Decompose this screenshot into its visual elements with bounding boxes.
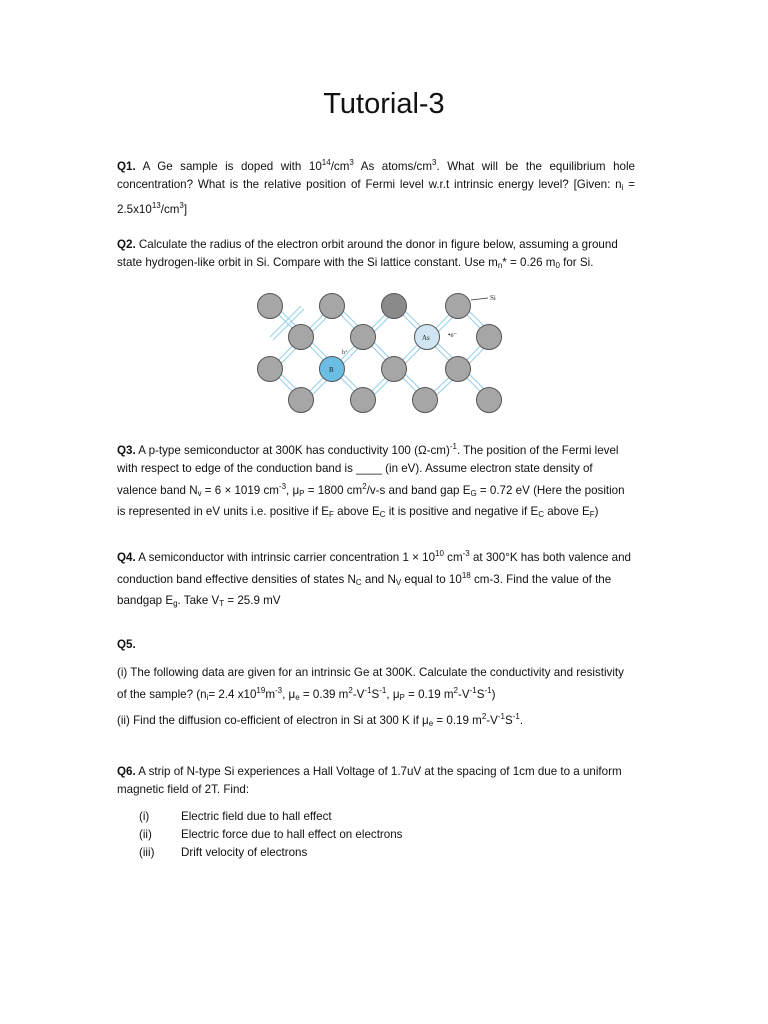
text-run: (i) The following data are given for an intrinsic Ge at 300K. Calculate the conductivity and resistivity of the sample? (n xyxy=(117,666,624,701)
si-atom xyxy=(382,294,407,319)
text-run: = 0.72 eV (Here the position is represented in eV units i.e. positive if E xyxy=(117,484,625,518)
superscript: 2 xyxy=(453,686,458,695)
si-atom xyxy=(320,294,345,319)
subscript: F xyxy=(329,510,334,519)
question-6 xyxy=(117,763,635,799)
superscript: -1 xyxy=(512,712,520,721)
subscript: e xyxy=(428,719,434,728)
electron-label: •e⁻ xyxy=(448,331,458,339)
list-text: Electric field due to hall effect xyxy=(181,810,332,823)
si-label: Si xyxy=(490,294,496,302)
text-run: /v-s and band gap E xyxy=(366,484,471,497)
list-number: (ii) xyxy=(139,828,152,841)
subscript: V xyxy=(395,578,402,587)
superscript: -3 xyxy=(274,686,283,695)
superscript: 18 xyxy=(461,571,471,580)
si-atom xyxy=(413,388,438,413)
question-label: Q3. xyxy=(117,444,136,457)
text-run: ) xyxy=(594,505,599,518)
si-atom xyxy=(258,294,283,319)
subscript: C xyxy=(379,510,386,519)
text-run: A semiconductor with intrinsic carrier concentration 1 × 10 xyxy=(135,551,436,564)
subscript: P xyxy=(299,489,305,498)
si-atom xyxy=(258,357,283,382)
text-run: ] xyxy=(183,203,188,216)
text-run: Calculate the radius of the electron orbit around the donor in figure below, assuming a ground state hydrogen-like orbit in Si. Compare with the Si lattice constant. Use m xyxy=(117,238,618,269)
superscript: 3 xyxy=(432,158,437,167)
subscript: i xyxy=(621,183,624,192)
text-run: /cm xyxy=(160,203,180,216)
superscript: -1 xyxy=(484,686,492,695)
text-run: = 2.4 x10 xyxy=(208,688,257,701)
text-run: . The position of the Fermi level with respect to edge of the conduction band is ____ (in eV). Assume electron state density of valence band N xyxy=(117,444,619,497)
list-item xyxy=(139,808,332,826)
superscript: 3 xyxy=(179,201,184,210)
si-atom xyxy=(446,294,471,319)
text-run: -V xyxy=(457,688,470,701)
text-run: S xyxy=(371,688,380,701)
page-title: Tutorial-3 xyxy=(323,88,445,120)
text-run: S xyxy=(505,714,513,727)
superscript: -1 xyxy=(364,686,372,695)
subscript: e xyxy=(295,693,300,702)
text-run: , μ xyxy=(386,688,400,701)
text-run: cm-3. Find the value of the bandgap E xyxy=(117,573,612,607)
text-run: A strip of N-type Si experiences a Hall Voltage of 1.7uV at the spacing of 1cm due to a uniform magnetic field of 2T. Find: xyxy=(117,765,622,796)
superscript: 19 xyxy=(256,686,266,695)
question-5-part-ii xyxy=(117,708,635,733)
superscript: 2 xyxy=(481,712,487,721)
b-label: B xyxy=(329,366,334,374)
text-run: = 0.19 m xyxy=(404,688,454,701)
superscript: 14 xyxy=(321,158,331,167)
superscript: 3 xyxy=(349,158,354,167)
question-3 xyxy=(117,438,635,524)
text-run: (ii) Find the diffusion co-efficient of electron in Si at 300 K if μ xyxy=(117,714,429,727)
hole-label: h⁺ xyxy=(342,350,349,356)
text-run: = 25.9 mV xyxy=(224,594,281,607)
text-run: ) xyxy=(491,688,496,701)
superscript: 10 xyxy=(435,549,444,558)
subscript: g xyxy=(173,599,178,608)
list-text: Drift velocity of electrons xyxy=(181,846,308,859)
question-5-part-i xyxy=(117,664,635,707)
text-run: above E xyxy=(333,505,380,518)
superscript: -1 xyxy=(449,442,457,451)
text-run: above E xyxy=(543,505,590,518)
question-label: Q4. xyxy=(117,551,136,564)
as-label: As xyxy=(422,334,430,342)
si-label-leader xyxy=(471,298,488,300)
subscript: G xyxy=(470,489,477,498)
superscript: 13 xyxy=(151,201,161,210)
list-text: Electric force due to hall effect on electrons xyxy=(181,828,403,841)
subscript: 0 xyxy=(555,261,560,270)
subscript: C xyxy=(538,510,544,519)
text-run: for Si. xyxy=(559,256,594,269)
si-lattice-figure xyxy=(250,286,510,420)
si-atom xyxy=(446,357,471,382)
text-run: . What will be the equilibrium hole concentration? What is the relative position of Fermi level w.r.t intrinsic energy level? [Given: n xyxy=(117,160,635,191)
question-label: Q6. xyxy=(117,765,136,778)
text-run: cm xyxy=(443,551,463,564)
superscript: -1 xyxy=(379,686,387,695)
question-label: Q1. xyxy=(117,160,136,173)
text-run: /cm xyxy=(330,160,350,173)
list-number: (i) xyxy=(139,810,150,823)
text-run: -V xyxy=(352,688,365,701)
question-5-label xyxy=(117,636,635,654)
text-run: , μ xyxy=(286,484,300,497)
text-run: S xyxy=(476,688,485,701)
text-run: m xyxy=(265,688,275,701)
subscript: C xyxy=(355,578,362,587)
subscript: F xyxy=(589,510,595,519)
text-run: As atoms/cm xyxy=(353,160,433,173)
question-label: Q2. xyxy=(117,238,136,251)
subscript: T xyxy=(219,599,225,608)
superscript: -3 xyxy=(278,482,287,491)
superscript: -1 xyxy=(469,686,477,695)
list-number: (iii) xyxy=(139,846,155,859)
si-atom xyxy=(382,357,407,382)
text-run: it is positive and negative if E xyxy=(385,505,539,518)
text-run: at 300°K has both valence and conduction band effective densities of states N xyxy=(117,551,632,586)
text-run: . xyxy=(519,714,524,727)
superscript: 2 xyxy=(348,686,353,695)
text-run: , μ xyxy=(282,688,296,701)
text-run: = 2.5x10 xyxy=(117,178,635,216)
si-atom xyxy=(477,325,502,350)
list-item xyxy=(139,844,307,862)
si-atom xyxy=(289,325,314,350)
text-run: = 6 × 1019 cm xyxy=(201,484,279,497)
text-run: . Take V xyxy=(177,594,220,607)
subscript: i xyxy=(206,693,209,702)
question-1 xyxy=(117,154,635,219)
si-atom xyxy=(351,388,376,413)
si-atom xyxy=(351,325,376,350)
text-run: A p-type semiconductor at 300K has conductivity 100 (Ω-cm) xyxy=(135,444,450,457)
superscript: -3 xyxy=(462,549,470,558)
text-run: equal to 10 xyxy=(401,573,462,586)
text-run: and N xyxy=(361,573,396,586)
text-run: -V xyxy=(486,714,498,727)
subscript: n xyxy=(497,261,503,270)
si-atom xyxy=(289,388,314,413)
superscript: -1 xyxy=(497,712,506,721)
subscript: P xyxy=(399,693,405,702)
text-run: = 0.19 m xyxy=(433,714,482,727)
list-item xyxy=(139,826,402,844)
text-run: = 1800 cm xyxy=(304,484,363,497)
text-run: = 0.39 m xyxy=(299,688,349,701)
text-run: * = 0.26 m xyxy=(502,256,556,269)
subscript: v xyxy=(197,489,202,498)
text-run: A Ge sample is doped with 10 xyxy=(135,160,322,173)
si-atom xyxy=(477,388,502,413)
question-2 xyxy=(117,236,635,275)
question-4 xyxy=(117,545,635,613)
question-label: Q5. xyxy=(117,638,136,651)
superscript: 2 xyxy=(362,482,367,491)
